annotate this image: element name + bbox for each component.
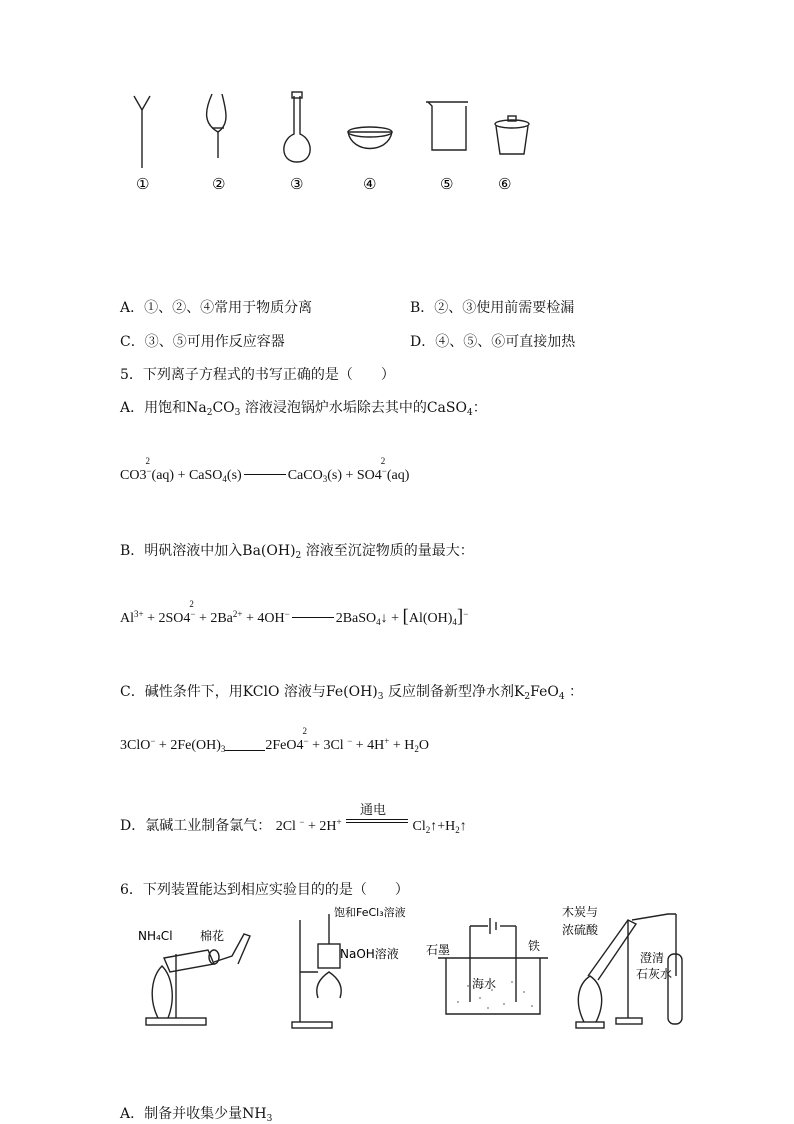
q4-option-c[interactable]: C．③、⑤可用作反应容器 — [120, 334, 285, 350]
q5-option-b-text2: 溶液至沉淀物质的量最大： — [305, 543, 474, 559]
apparatus-label-6: ⑥ — [498, 175, 512, 193]
apparatus-label-3: ③ — [290, 175, 304, 193]
q6-option-a[interactable]: A．制备并收集少量$NH_3$ — [120, 1106, 273, 1124]
q5-option-b-text: B．明矾溶液中加入Ba(OH) — [120, 543, 296, 559]
label-seawater: 海水 — [472, 977, 497, 991]
crucible-icon — [495, 116, 529, 154]
q5-equation-a: CO3 2 −(aq) + CaSO$_4$(s) CaCO$_3$(s) + SO4 2 −(aq) — [120, 456, 410, 484]
apparatus-label-1: ① — [136, 175, 150, 193]
q5-stem: 5．下列离子方程式的书写正确的是（ ） — [120, 367, 395, 383]
q6-stem: 6．下列装置能达到相应实验目的的是（ ） — [120, 882, 409, 898]
q5-option-a-text: A．用饱和Na — [120, 400, 207, 416]
q6-apparatus-figure — [128, 906, 698, 1030]
electrolysis-condition: 通电 — [360, 803, 387, 818]
apparatus-figure — [120, 88, 540, 198]
q5-option-c-text2: 反应制备新型净水剂K — [387, 684, 525, 700]
q5-equation-b: $Al^{3+} + 2SO4$ 2 $^- + 2Ba^{2+} + 4OH^-$ 2BaSO$_4$↓ + $[Al(OH)_4]^-$ — [120, 599, 469, 627]
beaker-icon — [426, 102, 468, 150]
label-acid-1: 木炭与 — [562, 906, 599, 919]
q5-option-a[interactable]: A．用饱和$Na_2CO_3$ 溶液浸泡锅炉水垢除去其中的CaSO$_4$： — [120, 400, 487, 418]
apparatus-label-2: ② — [212, 175, 226, 193]
q5-equation-c: $3ClO^- + 2Fe(OH)_3$ 2FeO4 2 − + 3Cl $^- + 4H^+ + H_2O$ — [120, 726, 430, 754]
evaporating-dish-icon — [348, 127, 392, 149]
label-cotton: 棉花 — [200, 929, 225, 943]
q5-option-a-text2: 溶液浸泡锅炉水垢除去其中的CaSO — [244, 400, 467, 416]
apparatus-label-4: ④ — [363, 175, 377, 193]
separatory-funnel-icon — [207, 94, 226, 158]
q5-option-b[interactable]: B．明矾溶液中加入$Ba(OH)_2$ 溶液至沉淀物质的量最大： — [120, 543, 474, 561]
apparatus-label-5: ⑤ — [440, 175, 454, 193]
q5-option-d[interactable]: D．氯碱工业制备氯气： 2Cl − + 2H+ 通电 $Cl_2↑+H_2↑$ — [120, 815, 467, 835]
funnel-icon — [134, 96, 150, 168]
q5-option-d-text: D．氯碱工业制备氯气： — [120, 818, 272, 834]
label-acid-2: 浓硫酸 — [562, 923, 599, 937]
label-lime-2: 石灰水 — [636, 967, 673, 981]
label-naoh: NaOH溶液 — [340, 947, 399, 961]
q4-option-d[interactable]: D．④、⑤、⑥可直接加热 — [410, 334, 576, 350]
label-nh4cl: NH₄Cl — [138, 929, 173, 943]
q5-option-c-text: C．碱性条件下，用KClO 溶液与Fe(OH) — [120, 684, 378, 700]
label-lime-1: 澄清 — [640, 951, 665, 965]
q5-option-c[interactable]: C．碱性条件下，用KClO 溶液与$Fe(OH)_3$ 反应制备新型净水剂$K_2FeO_4$ ： — [120, 684, 584, 702]
q4-option-b[interactable]: B．②、③使用前需要检漏 — [410, 300, 575, 316]
label-fecl3: 饱和FeCl₃溶液 — [334, 906, 406, 919]
q4-option-a[interactable]: A．①、②、④常用于物质分离 — [120, 300, 313, 316]
q6-option-a-text: A．制备并收集少量NH — [120, 1106, 267, 1122]
label-iron: 铁 — [528, 939, 541, 953]
volumetric-flask-icon — [284, 92, 310, 162]
label-graphite: 石墨 — [426, 943, 451, 957]
